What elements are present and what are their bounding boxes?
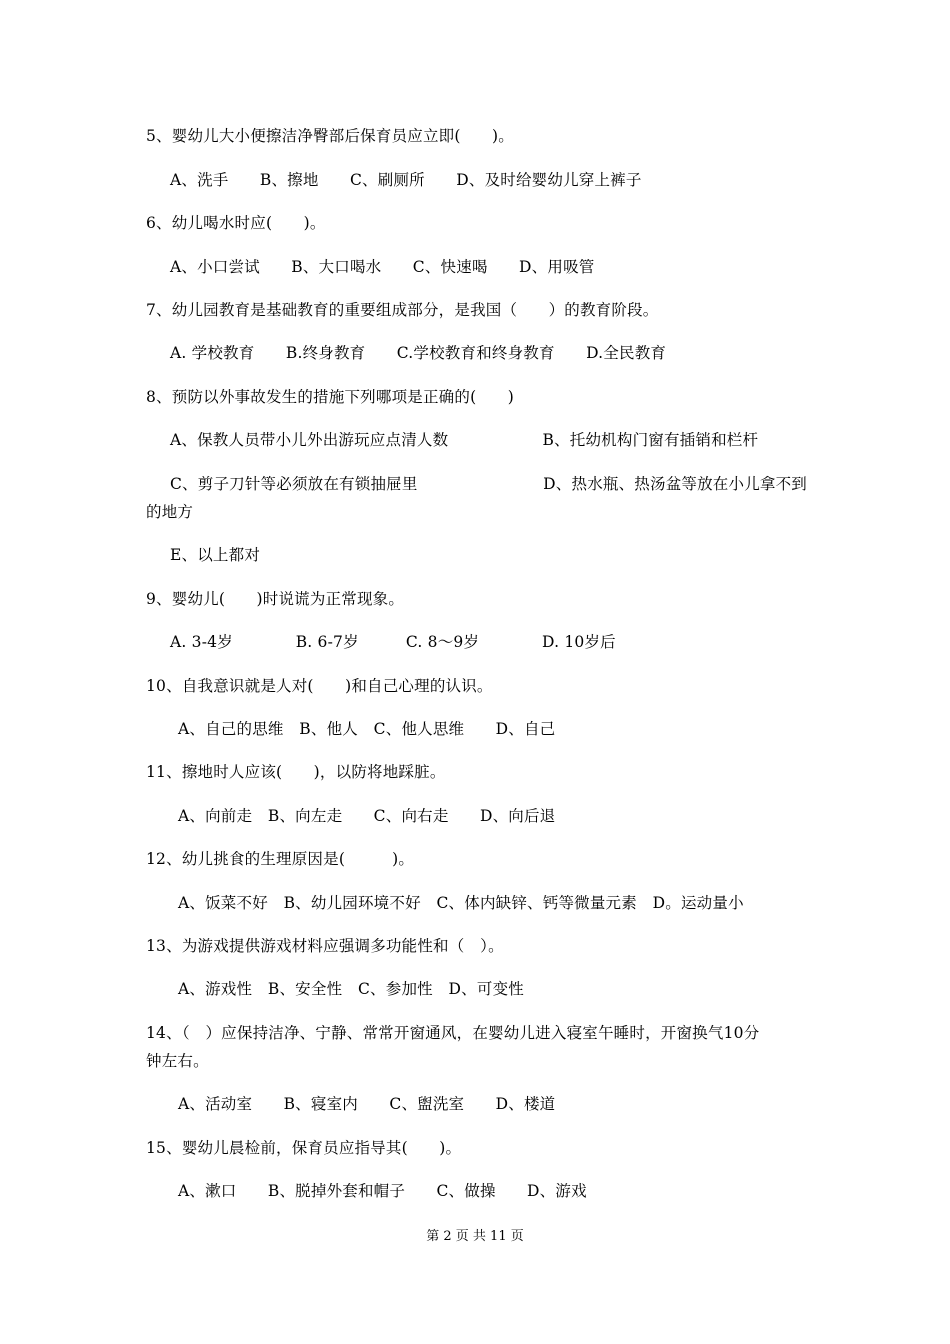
- question-5-options: A、洗手 B、擦地 C、刷厕所 D、及时给婴幼儿穿上裤子: [170, 171, 642, 189]
- question-13-options: A、游戏性 B、安全性 C、参加性 D、可变性: [178, 980, 524, 998]
- question-7-options: A. 学校教育 B.终身教育 C.学校教育和终身教育 D.全民教育: [170, 344, 667, 362]
- question-12-options: A、饭菜不好 B、幼儿园环境不好 C、体内缺锌、钙等微量元素 D。运动量小: [178, 894, 744, 912]
- question-8-options-line-2: C、剪子刀针等必须放在有锁抽屉里 D、热水瓶、热汤盆等放在小儿拿不到: [170, 475, 807, 493]
- question-6-stem: 6、幼儿喝水时应( )。: [146, 214, 326, 232]
- question-10-stem: 10、自我意识就是人对( )和自己心理的认识。: [146, 677, 493, 695]
- question-8-stem: 8、预防以外事故发生的措施下列哪项是正确的( ): [146, 388, 514, 406]
- question-13-stem: 13、为游戏提供游戏材料应强调多功能性和（ ）。: [146, 937, 504, 955]
- question-11-options: A、向前走 B、向左走 C、向右走 D、向后退: [178, 807, 556, 825]
- question-6-options: A、小口尝试 B、大口喝水 C、快速喝 D、用吸管: [170, 258, 595, 276]
- question-9-stem: 9、婴幼儿( )时说谎为正常现象。: [146, 590, 405, 608]
- question-14-stem-line-2: 钟左右。: [146, 1052, 209, 1070]
- question-7-stem: 7、幼儿园教育是基础教育的重要组成部分，是我国（ ）的教育阶段。: [146, 301, 659, 319]
- question-5-stem: 5、婴幼儿大小便擦洁净臀部后保育员应立即( )。: [146, 127, 514, 145]
- question-9-options: A. 3-4岁 B. 6-7岁 C. 8～9岁 D. 10岁后: [170, 633, 616, 651]
- question-8-options-line-1: A、保教人员带小儿外出游玩应点清人数 B、托幼机构门窗有插销和栏杆: [170, 431, 759, 449]
- question-15-options: A、漱口 B、脱掉外套和帽子 C、做操 D、游戏: [178, 1182, 587, 1200]
- question-10-options: A、自己的思维 B、他人 C、他人思维 D、自己: [178, 720, 556, 738]
- page-footer: 第 2 页 共 11 页: [426, 1229, 524, 1244]
- question-14-stem-line-1: 14、（ ）应保持洁净、宁静、常常开窗通风，在婴幼儿进入寝室午睡时，开窗换气10分: [146, 1024, 760, 1042]
- question-14-options: A、活动室 B、寝室内 C、盥洗室 D、楼道: [178, 1095, 556, 1113]
- question-12-stem: 12、幼儿挑食的生理原因是( )。: [146, 850, 415, 868]
- question-8-options-line-3: E、以上都对: [170, 546, 261, 564]
- question-11-stem: 11、擦地时人应该( )，以防将地踩脏。: [146, 763, 446, 781]
- question-8-options-line-2-continuation: 的地方: [146, 503, 194, 521]
- question-15-stem: 15、婴幼儿晨检前，保育员应指导其( )。: [146, 1139, 462, 1157]
